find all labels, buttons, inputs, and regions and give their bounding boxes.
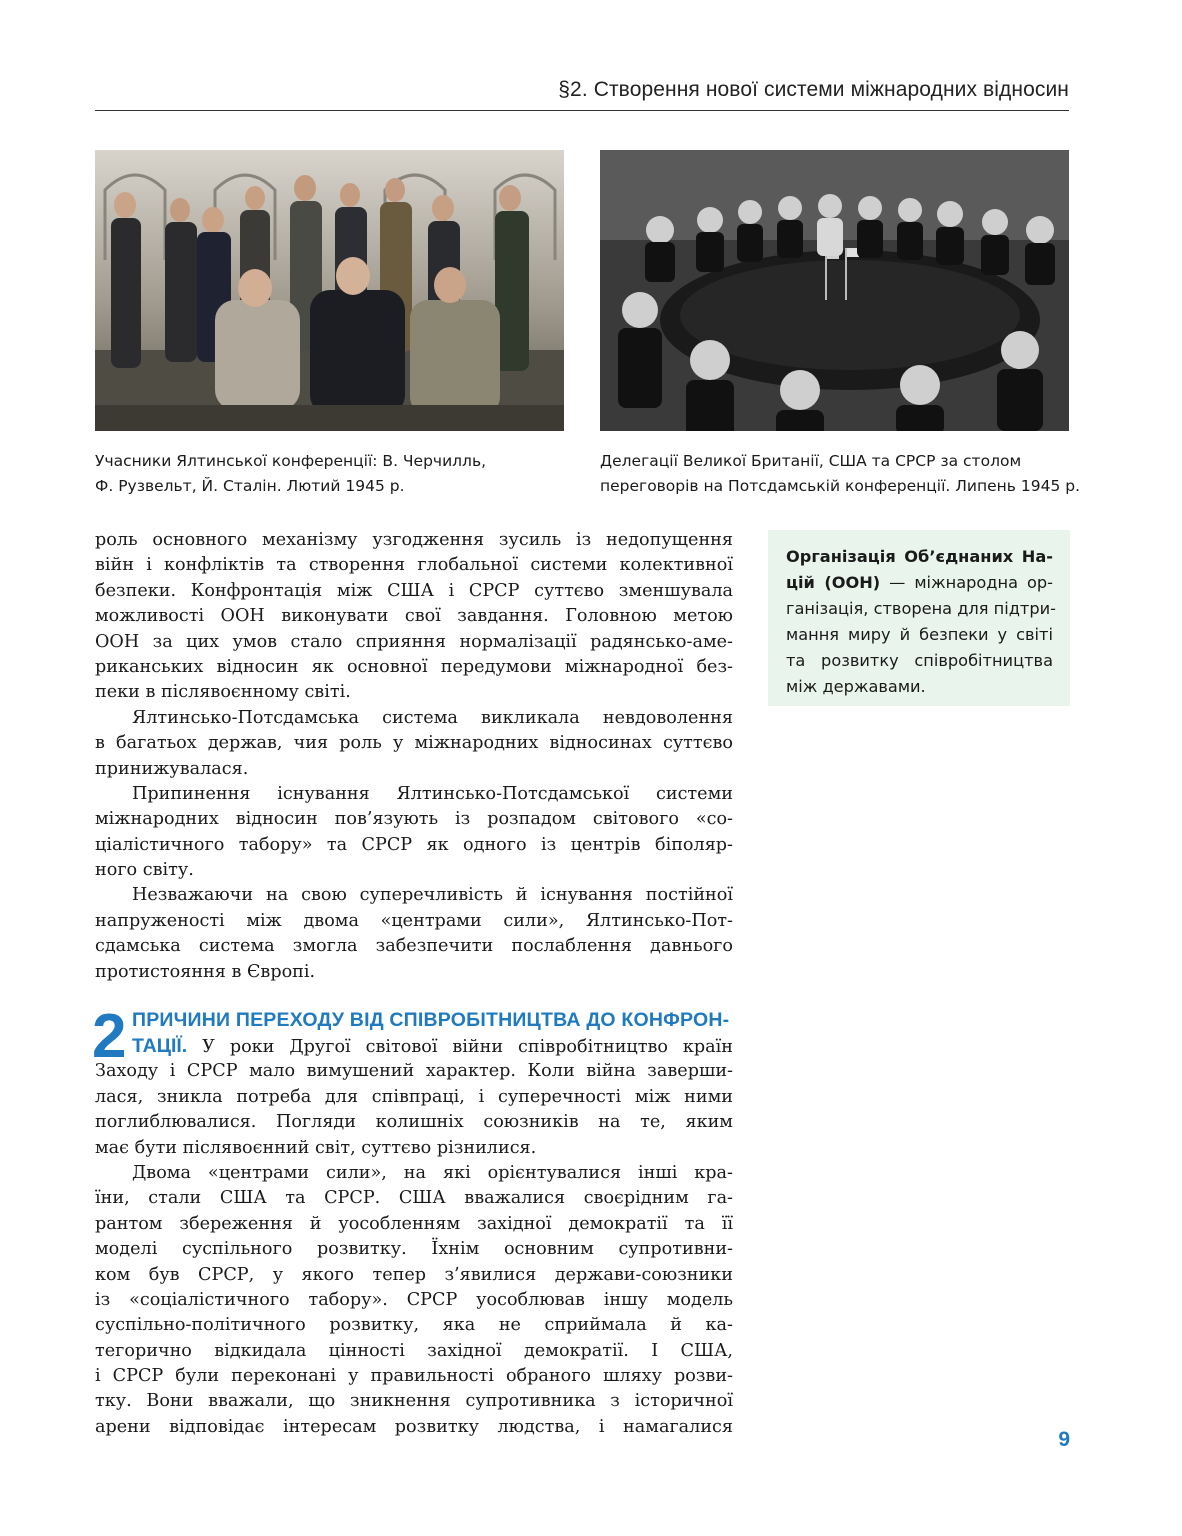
text-line: лася, зникла потреба для співпраці, і суперечності між ними bbox=[95, 1086, 733, 1107]
text-line: і СРСР були переконані у правильності обраного шляху розви- bbox=[95, 1366, 733, 1387]
yalta-photo-caption bbox=[95, 449, 565, 499]
yalta-conference-photo bbox=[95, 150, 564, 431]
definition-text: — міжнародна ор- bbox=[880, 573, 1053, 592]
potsdam-conference-photo bbox=[600, 150, 1069, 431]
text-line: Двома «центрами сили», на які орієнтувалися інші кра- bbox=[132, 1162, 733, 1183]
text-line: Заходу і СРСР мало вимушений характер. Коли війна заверши- bbox=[95, 1061, 733, 1082]
text-line: поглиблювалися. Погляди колишніх союзників на те, яким bbox=[95, 1112, 733, 1133]
running-header: §2. Створення нової системи міжнародних відносин bbox=[558, 78, 1069, 101]
caption-line: Делегації Великої Британії, США та СРСР за столом bbox=[600, 452, 1022, 470]
text-line: тку. Вони вважали, що зникнення супротивника з історичної bbox=[95, 1391, 733, 1412]
text-line: Припинення існування Ялтинсько-Потсдамської системи bbox=[132, 783, 733, 804]
text-line: риканських відносин як основної передумови міжнародної без- bbox=[95, 656, 733, 677]
text-line: їни, стали США та СРСР. США вважалися своєрідним га- bbox=[95, 1188, 733, 1209]
text-line: принижувалася. bbox=[95, 758, 249, 779]
section-title-continued: ТАЦІЇ. bbox=[132, 1035, 188, 1057]
text-span: У роки Другої світової війни співробітництво країн bbox=[187, 1037, 733, 1057]
term-part: Організація Об’єднаних На- bbox=[786, 547, 1053, 566]
text-line: роль основного механізму узгодження зусиль із недопущення bbox=[95, 530, 733, 550]
text-line: ціалістичного табору» та СРСР як одного із центрів біполяр- bbox=[95, 834, 733, 855]
text-line: Ялтинсько-Потсдамська система викликала невдоволення bbox=[132, 707, 733, 728]
definition-line: ганізація, створена для підтри- bbox=[786, 599, 1056, 618]
caption-line: Ф. Рузвельт, Й. Сталін. Лютий 1945 р. bbox=[95, 477, 405, 495]
term-part: цій (ООН) bbox=[786, 573, 881, 592]
text-line: ООН за цих умов стало сприяння нормалізації радянсько-аме- bbox=[95, 631, 733, 652]
caption-line: переговорів на Потсдамській конференції. Липень 1945 р. bbox=[600, 477, 1081, 495]
definition-term bbox=[786, 544, 1053, 570]
text-line: протистояння в Європі. bbox=[95, 961, 316, 982]
section-title: ПРИЧИНИ ПЕРЕХОДУ ВІД СПІВРОБІТНИЦТВА ДО КОНФРОН- bbox=[132, 1009, 730, 1031]
text-line: суспільно-політичного розвитку, яка не сприймала й ка- bbox=[95, 1315, 733, 1336]
header-rule bbox=[95, 110, 1069, 111]
definition-line bbox=[786, 570, 1053, 596]
text-line: сдамська система змогла забезпечити послаблення давнього bbox=[95, 936, 733, 957]
definition-line: та розвитку співробітництва bbox=[786, 651, 1053, 670]
text-line: має бути післявоєнний світ, суттєво різнилися. bbox=[95, 1137, 537, 1158]
section-number: 2 bbox=[92, 1002, 127, 1071]
text-line bbox=[95, 1034, 733, 1059]
text-line: Незважаючи на свою суперечливість й існування постійної bbox=[132, 885, 733, 906]
text-line: пеки в післявоєнному світі. bbox=[95, 682, 351, 703]
text-line: в багатьох держав, чия роль у міжнародних відносинах суттєво bbox=[95, 733, 733, 754]
text-line: міжнародних відносин пов’язують із розпадом світового «со- bbox=[95, 809, 733, 830]
page-number: 9 bbox=[1058, 1428, 1070, 1451]
definition-box-un bbox=[768, 530, 1070, 706]
body-text-block-1 bbox=[95, 528, 733, 985]
text-line: тегорично відкидала цінності західної демократії. І США, bbox=[95, 1340, 733, 1361]
text-line: безпеки. Конфронтація між США і СРСР суттєво зменшувала bbox=[95, 580, 733, 601]
text-line: напруженості між двома «центрами сили», Ялтинсько-Пот- bbox=[95, 910, 733, 931]
text-line: моделі суспільного розвитку. Їхнім основним супротивни- bbox=[95, 1239, 733, 1260]
caption-line: Учасники Ялтинської конференції: В. Черчилль, bbox=[95, 452, 487, 470]
definition-line: між державами. bbox=[786, 677, 926, 696]
text-line: ком був СРСР, у якого тепер з’явилися держави-союзники bbox=[95, 1264, 733, 1285]
definition-line: мання миру й безпеки у світі bbox=[786, 625, 1053, 644]
text-line: арени відповідає інтересам розвитку людства, і намагалися bbox=[95, 1416, 733, 1437]
text-line: можливості ООН виконувати свої завдання. Головною метою bbox=[95, 606, 733, 627]
potsdam-photo-caption bbox=[600, 449, 1081, 499]
text-line: із «соціалістичного табору». СРСР уособлював іншу модель bbox=[95, 1289, 733, 1310]
body-text-block-2 bbox=[95, 1034, 733, 1440]
text-line: ного світу. bbox=[95, 860, 194, 881]
text-line: рантом збереження й уособленням західної демократії та її bbox=[95, 1213, 733, 1234]
text-line: війн і конфліктів та створення глобальної системи колективної bbox=[95, 555, 733, 576]
